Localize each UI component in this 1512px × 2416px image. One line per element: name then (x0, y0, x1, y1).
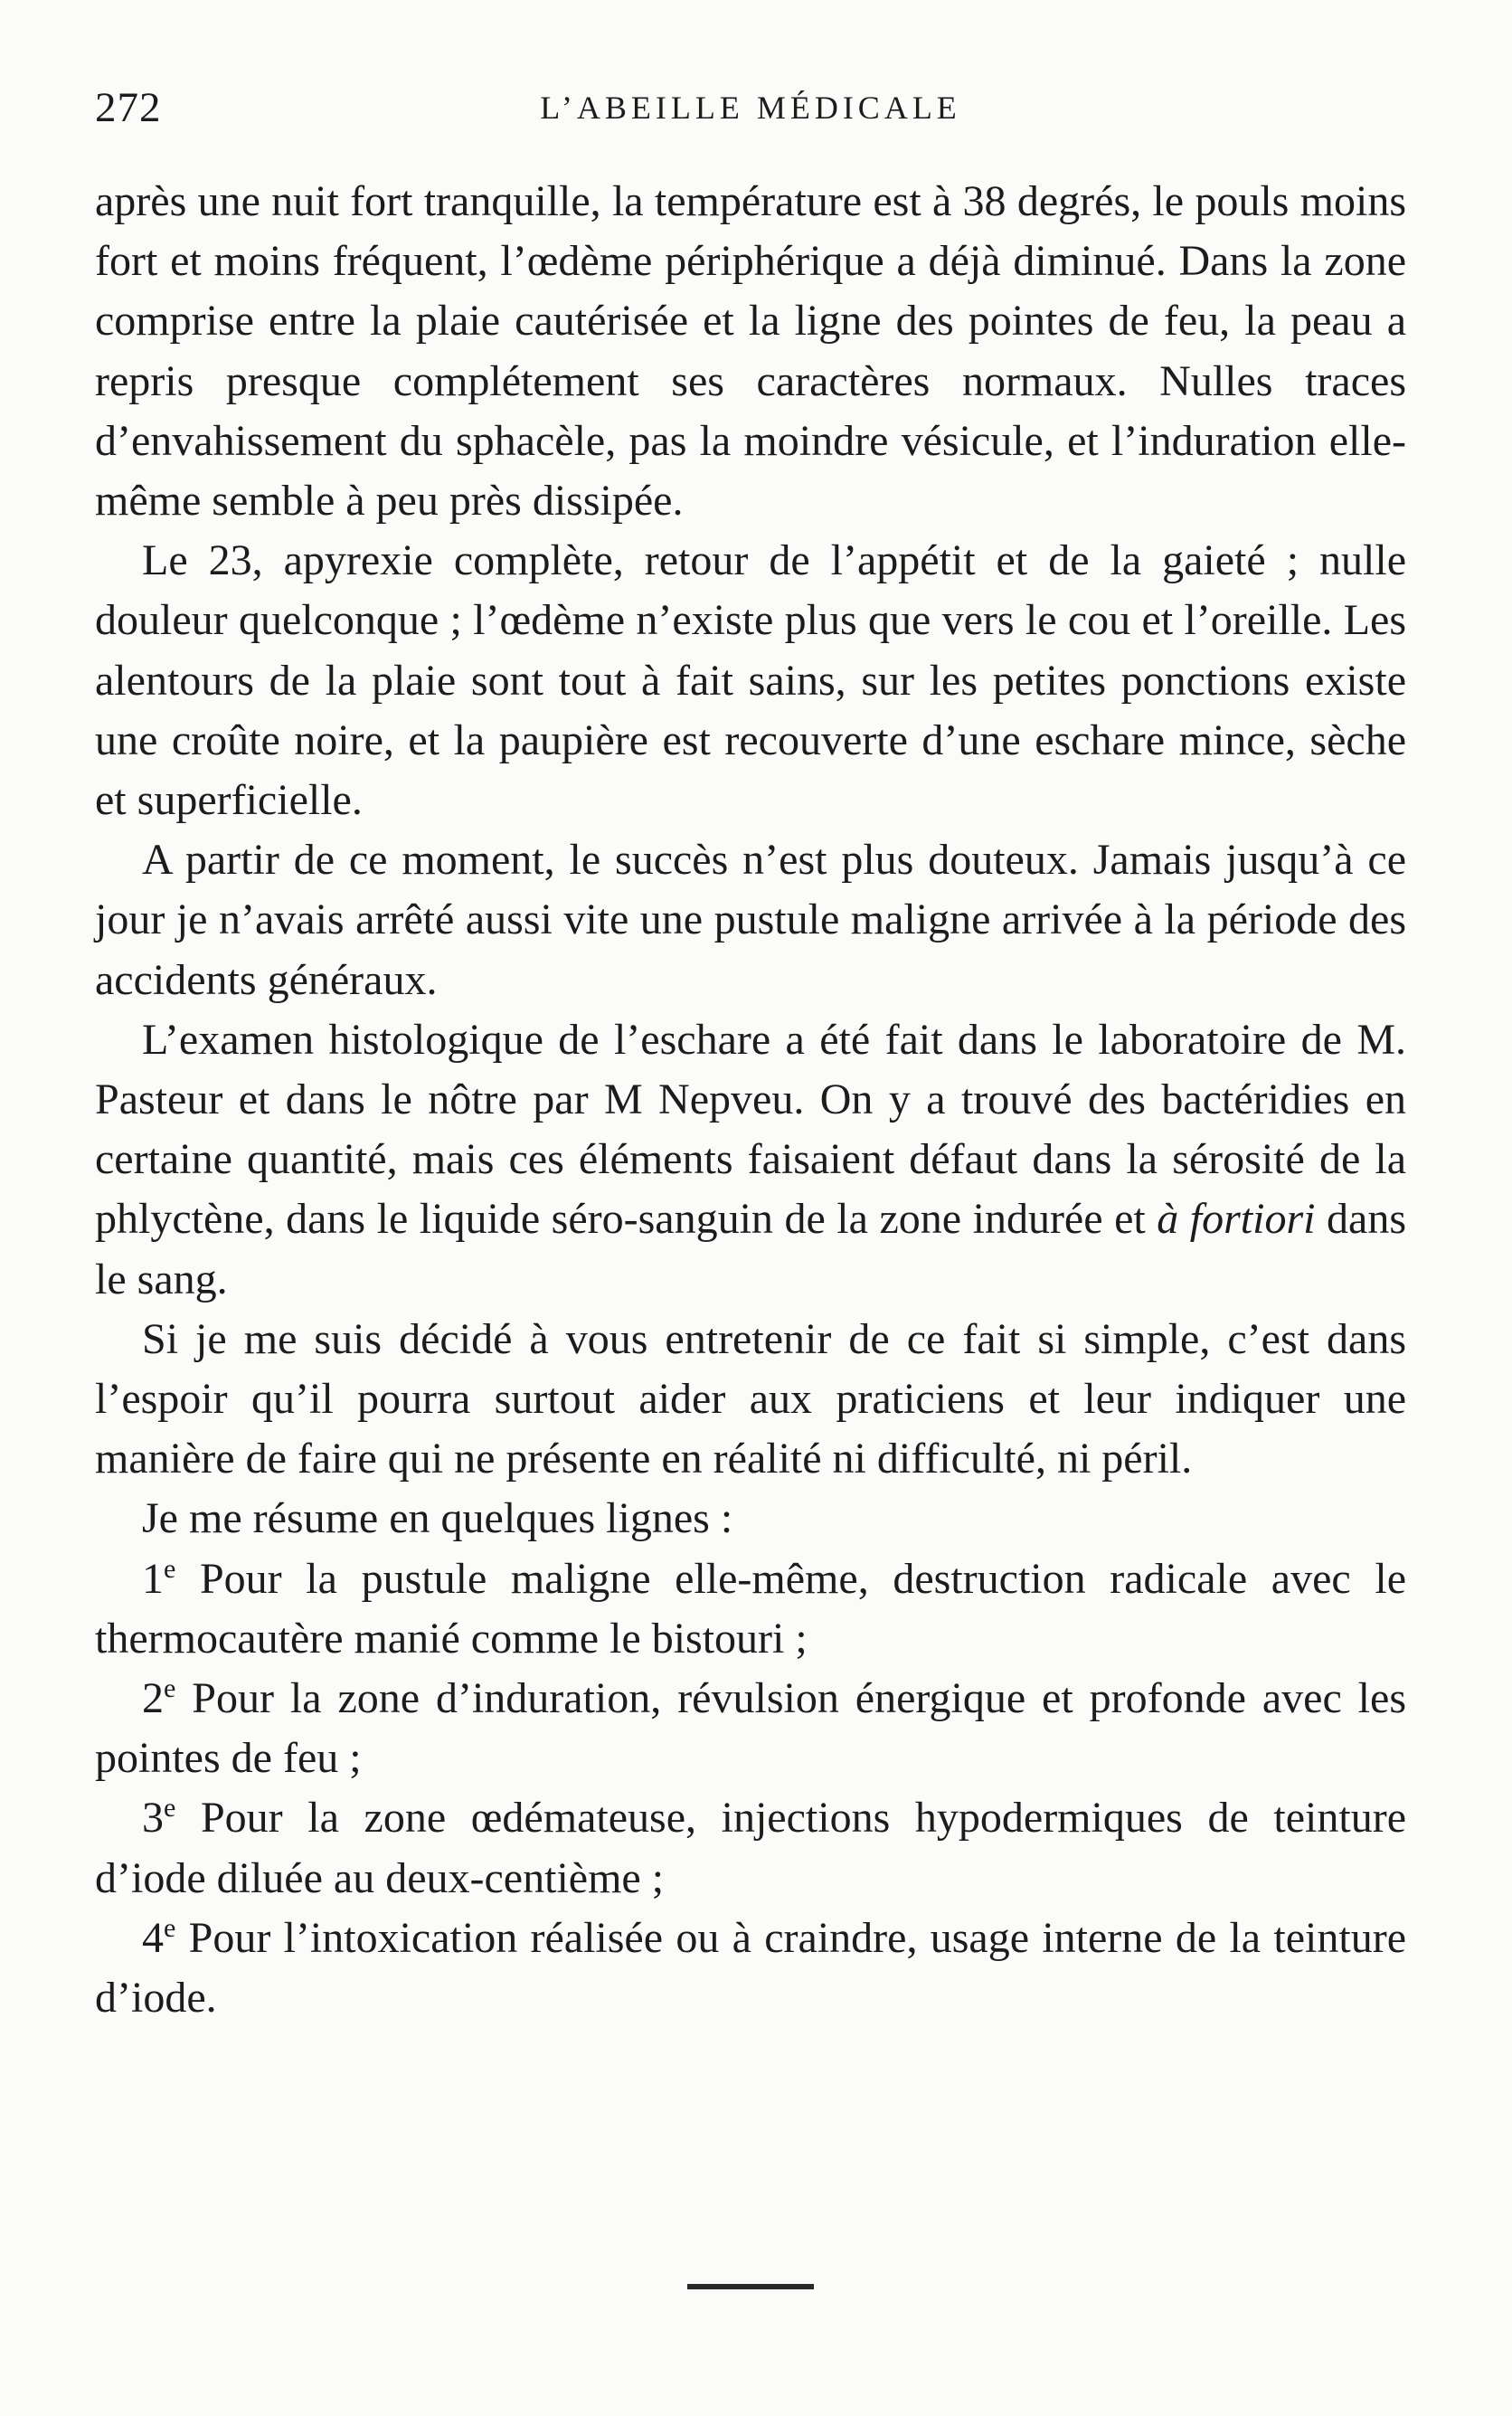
list-item-ordinal-suffix: e (164, 1912, 176, 1943)
list-item-ordinal-suffix: e (164, 1793, 176, 1824)
paragraph-continuation: après une nuit fort tranquille, la température est à 38 degrés, le pouls moins fort et moins fréquent, l’œdème périphérique a déjà diminué. Dans la zone comprise entre la plaie cautérisée et la ligne des pointes de feu, la peau a repris presque complétement ses caractères normaux. Nulles traces d’envahissement du sphacèle, pas la moindre vésicule, et l’induration elle-même semble à peu près dissipée. (95, 177, 1406, 526)
list-item-number: 2 (142, 1674, 164, 1723)
list-item-text: Pour l’intoxication réalisée ou à craindre, usage interne de la teinture d’iode. (95, 1913, 1406, 2023)
page-number: 272 (95, 84, 162, 131)
histology-italic: à fortiori (1157, 1195, 1316, 1244)
paragraph-histology (95, 1010, 1406, 1310)
list-item-text: Pour la zone œdémateuse, injections hypodermiques de teinture d’iode diluée au deux-centième ; (95, 1794, 1406, 1902)
body-text (95, 172, 1406, 2028)
list-item (95, 1909, 1406, 2028)
list-item-text: Pour la zone d’induration, révulsion énergique et profonde avec les pointes de feu ; (95, 1674, 1406, 1783)
list-item-number: 1 (142, 1554, 164, 1603)
paragraph-summary-intro: Je me résume en quelques lignes : (142, 1494, 733, 1543)
list-item-text: Pour la pustule maligne elle-même, destruction radicale avec le thermocautère manié comme le bistouri ; (95, 1554, 1406, 1663)
list-item-number: 3 (142, 1794, 164, 1843)
list-item-number: 4 (142, 1913, 164, 1962)
paragraph-day-23: Le 23, apyrexie complète, retour de l’appétit et de la gaieté ; nulle douleur quelconque ; l’œdème n’existe plus que vers le cou et l’oreille. Les alentours de la plaie sont tout à fait sains, sur les petites ponctions existe une croûte noire, et la paupière est recouverte d’une eschare mince, sèche et superficielle. (95, 536, 1406, 825)
list-item (95, 1669, 1406, 1788)
running-title: L’ABEILLE MÉDICALE (540, 90, 961, 126)
page-header (95, 83, 1406, 137)
list-item (95, 1788, 1406, 1908)
end-rule-divider (687, 2284, 814, 2289)
paragraph-motivation: Si je me suis décidé à vous entretenir de ce fait si simple, c’est dans l’espoir qu’il pourra surtout aider aux praticiens et leur indiquer une manière de faire qui ne présente en réalité ni difficulté, ni péril. (95, 1314, 1406, 1483)
histology-text-before: L’examen histologique de l’eschare a été fait dans le laboratoire de M. Pasteur et dans le nôtre par M Nepveu. On y a trouvé des bactéridies en certaine quantité, mais ces éléments faisaient défaut dans la sérosité de la phlyctène, dans le liquide séro-sanguin de la zone indurée et (95, 1015, 1406, 1244)
paragraph-success: A partir de ce moment, le succès n’est plus douteux. Jamais jusqu’à ce jour je n’avais arrêté aussi vite une pustule maligne arrivée à la période des accidents généraux. (95, 836, 1406, 1004)
list-item (95, 1549, 1406, 1669)
list-item-ordinal-suffix: e (164, 1553, 176, 1584)
histology-text-after: dans le sang. (95, 1195, 1407, 1303)
list-item-ordinal-suffix: e (164, 1673, 176, 1704)
